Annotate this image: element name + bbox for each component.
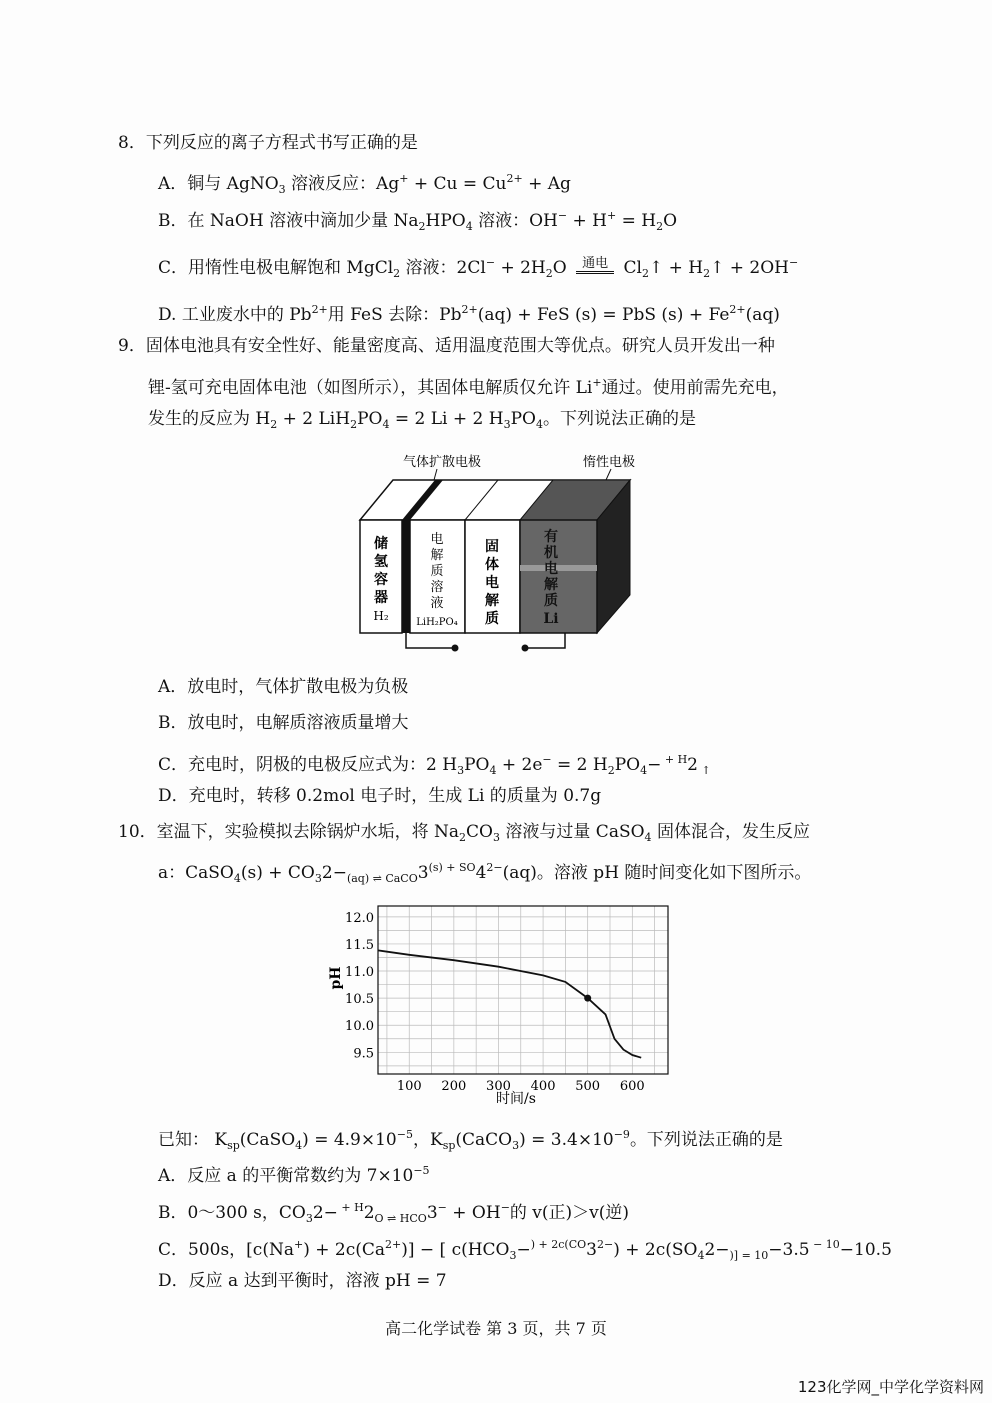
text-run: = H bbox=[616, 211, 657, 231]
subscript: 4 bbox=[382, 418, 390, 431]
box4-char5: 质 bbox=[544, 593, 558, 609]
q9-stem-line1: 9．固体电池具有安全性好、能量密度高、适用温度范围大等优点。研究人员开发出一种 bbox=[118, 336, 775, 356]
superscript: + bbox=[606, 209, 617, 222]
box2-char1: 电 bbox=[430, 532, 444, 547]
subscript: 4 bbox=[233, 872, 241, 885]
watermark: 123化学网_中学化学资料网 bbox=[797, 1378, 984, 1396]
label-inert-electrode: 惰性电极 bbox=[583, 455, 636, 470]
text-run: − bbox=[647, 755, 662, 775]
subscript: 2 bbox=[607, 764, 615, 777]
text-run: (CaSO bbox=[239, 1130, 296, 1150]
subscript: 2 bbox=[350, 418, 358, 431]
text-run: 2 bbox=[687, 755, 698, 775]
subscript: 3 bbox=[457, 764, 465, 777]
subscript: 3 bbox=[493, 831, 500, 844]
text-run: − bbox=[516, 1240, 531, 1260]
y-tick-label: 11.5 bbox=[345, 937, 374, 953]
subscript: 2 bbox=[459, 831, 467, 844]
superscript: ) + 2c(CO bbox=[530, 1238, 587, 1251]
page-footer: 高二化学试卷 第 3 页，共 7 页 bbox=[385, 1319, 607, 1338]
superscript: 2+ bbox=[311, 303, 328, 316]
text-run: (s) + CO bbox=[240, 863, 315, 883]
subscript: 2 bbox=[703, 267, 711, 280]
box4-char4: 解 bbox=[544, 577, 558, 593]
text-run: ) = 3.4×10 bbox=[519, 1130, 614, 1150]
y-tick-label: 10.5 bbox=[345, 992, 374, 1008]
text-run: 溶液：OH bbox=[472, 211, 558, 231]
ph-curve bbox=[378, 950, 641, 1057]
text-run: PO bbox=[464, 755, 490, 775]
x-tick-label: 500 bbox=[575, 1079, 601, 1094]
subscript: 通电 bbox=[576, 257, 614, 274]
text-run: + Ag bbox=[522, 174, 571, 194]
superscript: − bbox=[500, 1201, 510, 1214]
subscript: 4 bbox=[465, 220, 473, 233]
text-run: (aq)。溶液 pH 随时间变化如下图所示。 bbox=[502, 863, 812, 883]
text-run: 溶液反应：Ag bbox=[285, 174, 400, 194]
text-run: 的 v(正)＞v(逆) bbox=[509, 1203, 630, 1223]
text-run: a：CaSO bbox=[158, 863, 234, 883]
subscript: O ⇌ HCO bbox=[374, 1212, 427, 1225]
subscript: 2 bbox=[393, 267, 401, 280]
subscript: 2 bbox=[270, 418, 278, 431]
text-run: PO bbox=[510, 409, 536, 429]
text-run: −10.5 bbox=[839, 1240, 892, 1260]
superscript: −9 bbox=[613, 1128, 630, 1141]
text-run: Cl bbox=[618, 258, 642, 278]
subscript: 4 bbox=[295, 1139, 303, 1152]
text-run: + OH bbox=[446, 1203, 501, 1223]
text-run: + Cu = Cu bbox=[408, 174, 507, 194]
superscript: 2+ bbox=[506, 172, 523, 185]
subscript: sp bbox=[227, 1139, 240, 1152]
box1-char4: 器 bbox=[374, 590, 388, 606]
y-tick-label: 12.0 bbox=[345, 910, 374, 926]
text-run: −3.5 bbox=[768, 1240, 810, 1260]
superscript: −5 bbox=[396, 1128, 413, 1141]
x-tick-label: 600 bbox=[619, 1079, 645, 1094]
text-run: 锂-氢可充电固体电池（如图所示），其固体电解质仅允许 Li bbox=[148, 378, 593, 398]
superscript: − bbox=[557, 209, 568, 222]
text-run: + H bbox=[567, 211, 607, 231]
subscript: 3 bbox=[305, 1212, 313, 1225]
y-tick-label: 11.0 bbox=[345, 965, 374, 981]
text-run: C．用惰性电极电解饱和 MgCl bbox=[158, 258, 394, 278]
box1-char3: 容 bbox=[374, 572, 388, 588]
box2-char4: 溶 bbox=[430, 580, 444, 595]
x-tick-label: 100 bbox=[396, 1079, 422, 1094]
q8-option-a bbox=[158, 168, 571, 201]
superscript: 2− bbox=[486, 861, 503, 874]
superscript: + H bbox=[337, 1201, 364, 1214]
text-run: 2− bbox=[321, 863, 347, 883]
text-run: 已知： K bbox=[158, 1130, 228, 1150]
box4-char6: Li bbox=[543, 611, 559, 627]
text-run: B．0～300 s，CO bbox=[158, 1203, 306, 1223]
q10-stem-line1 bbox=[118, 821, 810, 849]
text-run: 3 bbox=[586, 1240, 597, 1260]
text-run: 发生的反应为 H bbox=[148, 409, 271, 429]
box3-char4: 解 bbox=[485, 593, 499, 609]
text-run: ) + 2c(SO bbox=[613, 1240, 698, 1260]
box3-char5: 质 bbox=[485, 611, 499, 627]
text-run: PO bbox=[614, 755, 641, 775]
text-run: 2− bbox=[704, 1240, 730, 1260]
box1-char1: 储 bbox=[374, 536, 388, 552]
text-run: 2− bbox=[312, 1203, 338, 1223]
text-run: A．反应 a 的平衡常数约为 7×10 bbox=[158, 1166, 414, 1186]
box3-char3: 电 bbox=[485, 575, 499, 591]
text-run: PO bbox=[357, 409, 383, 429]
text-run: ) + 2c(Ca bbox=[303, 1240, 385, 1260]
superscript: − bbox=[485, 256, 496, 269]
text-run: O bbox=[552, 258, 573, 278]
text-run: (CaCO bbox=[455, 1130, 513, 1150]
subscript: 2 bbox=[641, 267, 649, 280]
superscript: 2+ bbox=[461, 303, 478, 316]
y-axis-label: pH bbox=[328, 966, 344, 990]
text-run: 。下列说法正确的是 bbox=[629, 1130, 783, 1150]
x-axis-label: 时间/s bbox=[496, 1091, 536, 1107]
subscript: )] = 10 bbox=[729, 1249, 769, 1262]
ph-time-chart bbox=[320, 898, 690, 1114]
text-run: 溶液：2Cl bbox=[400, 258, 486, 278]
subscript: 4 bbox=[489, 764, 497, 777]
subscript: 3 bbox=[503, 418, 511, 431]
subscript: sp bbox=[442, 1139, 456, 1152]
text-run: ，K bbox=[412, 1130, 443, 1150]
box3-char2: 体 bbox=[485, 557, 499, 573]
text-run: C．充电时，阴极的电极反应式为：2 H bbox=[158, 755, 458, 775]
q8-option-c bbox=[158, 252, 798, 285]
text-run: = 2 Li + 2 H bbox=[389, 409, 504, 429]
marked-point bbox=[584, 995, 591, 1002]
superscript: (s) + SO bbox=[428, 861, 476, 874]
q9-option-c bbox=[158, 749, 711, 782]
q8-option-b bbox=[158, 205, 677, 238]
subscript: 2 bbox=[418, 220, 426, 233]
superscript: + bbox=[592, 376, 602, 389]
box4-char2: 机 bbox=[544, 545, 558, 561]
text-run: 用 FeS 去除：Pb bbox=[327, 305, 462, 325]
text-run: 3 bbox=[426, 1203, 438, 1223]
x-tick-label: 300 bbox=[486, 1079, 511, 1094]
text-run: ↑ + H bbox=[648, 258, 704, 278]
q10-stem-line2 bbox=[158, 857, 811, 890]
box2-char2: 解 bbox=[430, 548, 444, 563]
text-run: 通过。使用前需先充电， bbox=[601, 378, 789, 398]
box4-char1: 有 bbox=[544, 529, 558, 545]
q9-stem-line2 bbox=[148, 372, 789, 399]
y-tick-label: 10.0 bbox=[345, 1019, 374, 1035]
subscript: 2 bbox=[545, 267, 553, 280]
text-run: ) = 4.9×10 bbox=[302, 1130, 397, 1150]
q9-option-b: B．放电时，电解质溶液质量增大 bbox=[158, 713, 409, 733]
text-run: + 2e bbox=[496, 755, 543, 775]
text-run: + 2H bbox=[495, 258, 546, 278]
text-run: HPO bbox=[425, 211, 466, 231]
superscript: − 10 bbox=[809, 1238, 840, 1251]
text-run: ↑ + 2OH bbox=[710, 258, 789, 278]
subscript: 3 bbox=[314, 872, 322, 885]
text-run: O bbox=[663, 211, 678, 231]
superscript: + bbox=[293, 1238, 304, 1251]
q10-option-b bbox=[158, 1197, 629, 1230]
q9-stem-line3 bbox=[148, 408, 696, 436]
box4-char3: 电 bbox=[544, 561, 558, 577]
text-run: )] − [ c(HCO bbox=[401, 1240, 510, 1260]
q8-stem: 8．下列反应的离子方程式书写正确的是 bbox=[118, 133, 418, 153]
box2-char3: 质 bbox=[430, 564, 444, 579]
q10-option-c bbox=[158, 1234, 892, 1267]
superscript: − bbox=[542, 753, 552, 766]
box2-char5: 液 bbox=[430, 596, 444, 611]
box3-char1: 固 bbox=[485, 539, 499, 555]
text-run: C．500s，[c(Na bbox=[158, 1240, 294, 1260]
text-run: 溶液与过量 CaSO bbox=[500, 822, 645, 842]
superscript: + bbox=[399, 172, 409, 185]
text-run: CO bbox=[466, 822, 493, 842]
box1-char2: 氢 bbox=[374, 554, 388, 570]
x-tick-label: 200 bbox=[441, 1079, 467, 1094]
text-run: A．铜与 AgNO bbox=[158, 174, 279, 194]
superscript: 2− bbox=[596, 1238, 614, 1251]
text-run: 固体混合，发生反应 bbox=[651, 822, 810, 842]
superscript: 2+ bbox=[729, 303, 746, 316]
subscript: 3 bbox=[509, 1249, 517, 1262]
text-run: D. 工业废水中的 Pb bbox=[158, 305, 312, 325]
subscript: 4 bbox=[644, 831, 652, 844]
q10-option-d: D．反应 a 达到平衡时，溶液 pH = 7 bbox=[158, 1271, 447, 1291]
text-run: 2 bbox=[363, 1203, 375, 1223]
q10-option-a bbox=[158, 1160, 430, 1187]
subscript: 3 bbox=[512, 1139, 520, 1152]
text-run: = 2 H bbox=[551, 755, 608, 775]
text-run: 4 bbox=[475, 863, 487, 883]
q9-option-d: D．充电时，转移 0.2mol 电子时，生成 Li 的质量为 0.7g bbox=[158, 786, 602, 806]
y-tick-label: 9.5 bbox=[353, 1046, 374, 1062]
x-tick-label: 400 bbox=[530, 1079, 556, 1094]
subscript: 4 bbox=[640, 764, 648, 777]
superscript: − bbox=[788, 256, 799, 269]
text-run: 3 bbox=[417, 863, 429, 883]
q9-option-a: A．放电时，气体扩散电极为负极 bbox=[158, 677, 409, 697]
text-run: (aq) bbox=[745, 305, 780, 325]
subscript: ↑ bbox=[698, 764, 711, 777]
text-run: 。下列说法正确的是 bbox=[542, 409, 696, 429]
superscript: −5 bbox=[413, 1164, 430, 1177]
text-run: 10．室温下，实验模拟去除锅炉水垢，将 Na bbox=[118, 822, 460, 842]
q10-known bbox=[158, 1124, 783, 1157]
superscript: + H bbox=[661, 753, 688, 766]
text-run: B．在 NaOH 溶液中滴加少量 Na bbox=[158, 211, 419, 231]
label-gas-electrode: 气体扩散电极 bbox=[403, 455, 482, 470]
subscript: (aq) ⇌ CaCO bbox=[346, 872, 418, 885]
subscript: 4 bbox=[535, 418, 543, 431]
subscript: 3 bbox=[278, 183, 286, 196]
superscript: − bbox=[437, 1201, 447, 1214]
box1-formula: H₂ bbox=[373, 609, 389, 623]
text-run: + 2 LiH bbox=[277, 409, 351, 429]
box2-formula: LiH₂PO₄ bbox=[416, 617, 458, 628]
q8-option-d bbox=[158, 299, 780, 326]
superscript: 2+ bbox=[385, 1238, 402, 1251]
text-run: (aq) + FeS (s) = PbS (s) + Fe bbox=[477, 305, 730, 325]
subscript: 2 bbox=[656, 220, 664, 233]
subscript: 4 bbox=[697, 1249, 705, 1262]
battery-diagram bbox=[355, 445, 645, 655]
